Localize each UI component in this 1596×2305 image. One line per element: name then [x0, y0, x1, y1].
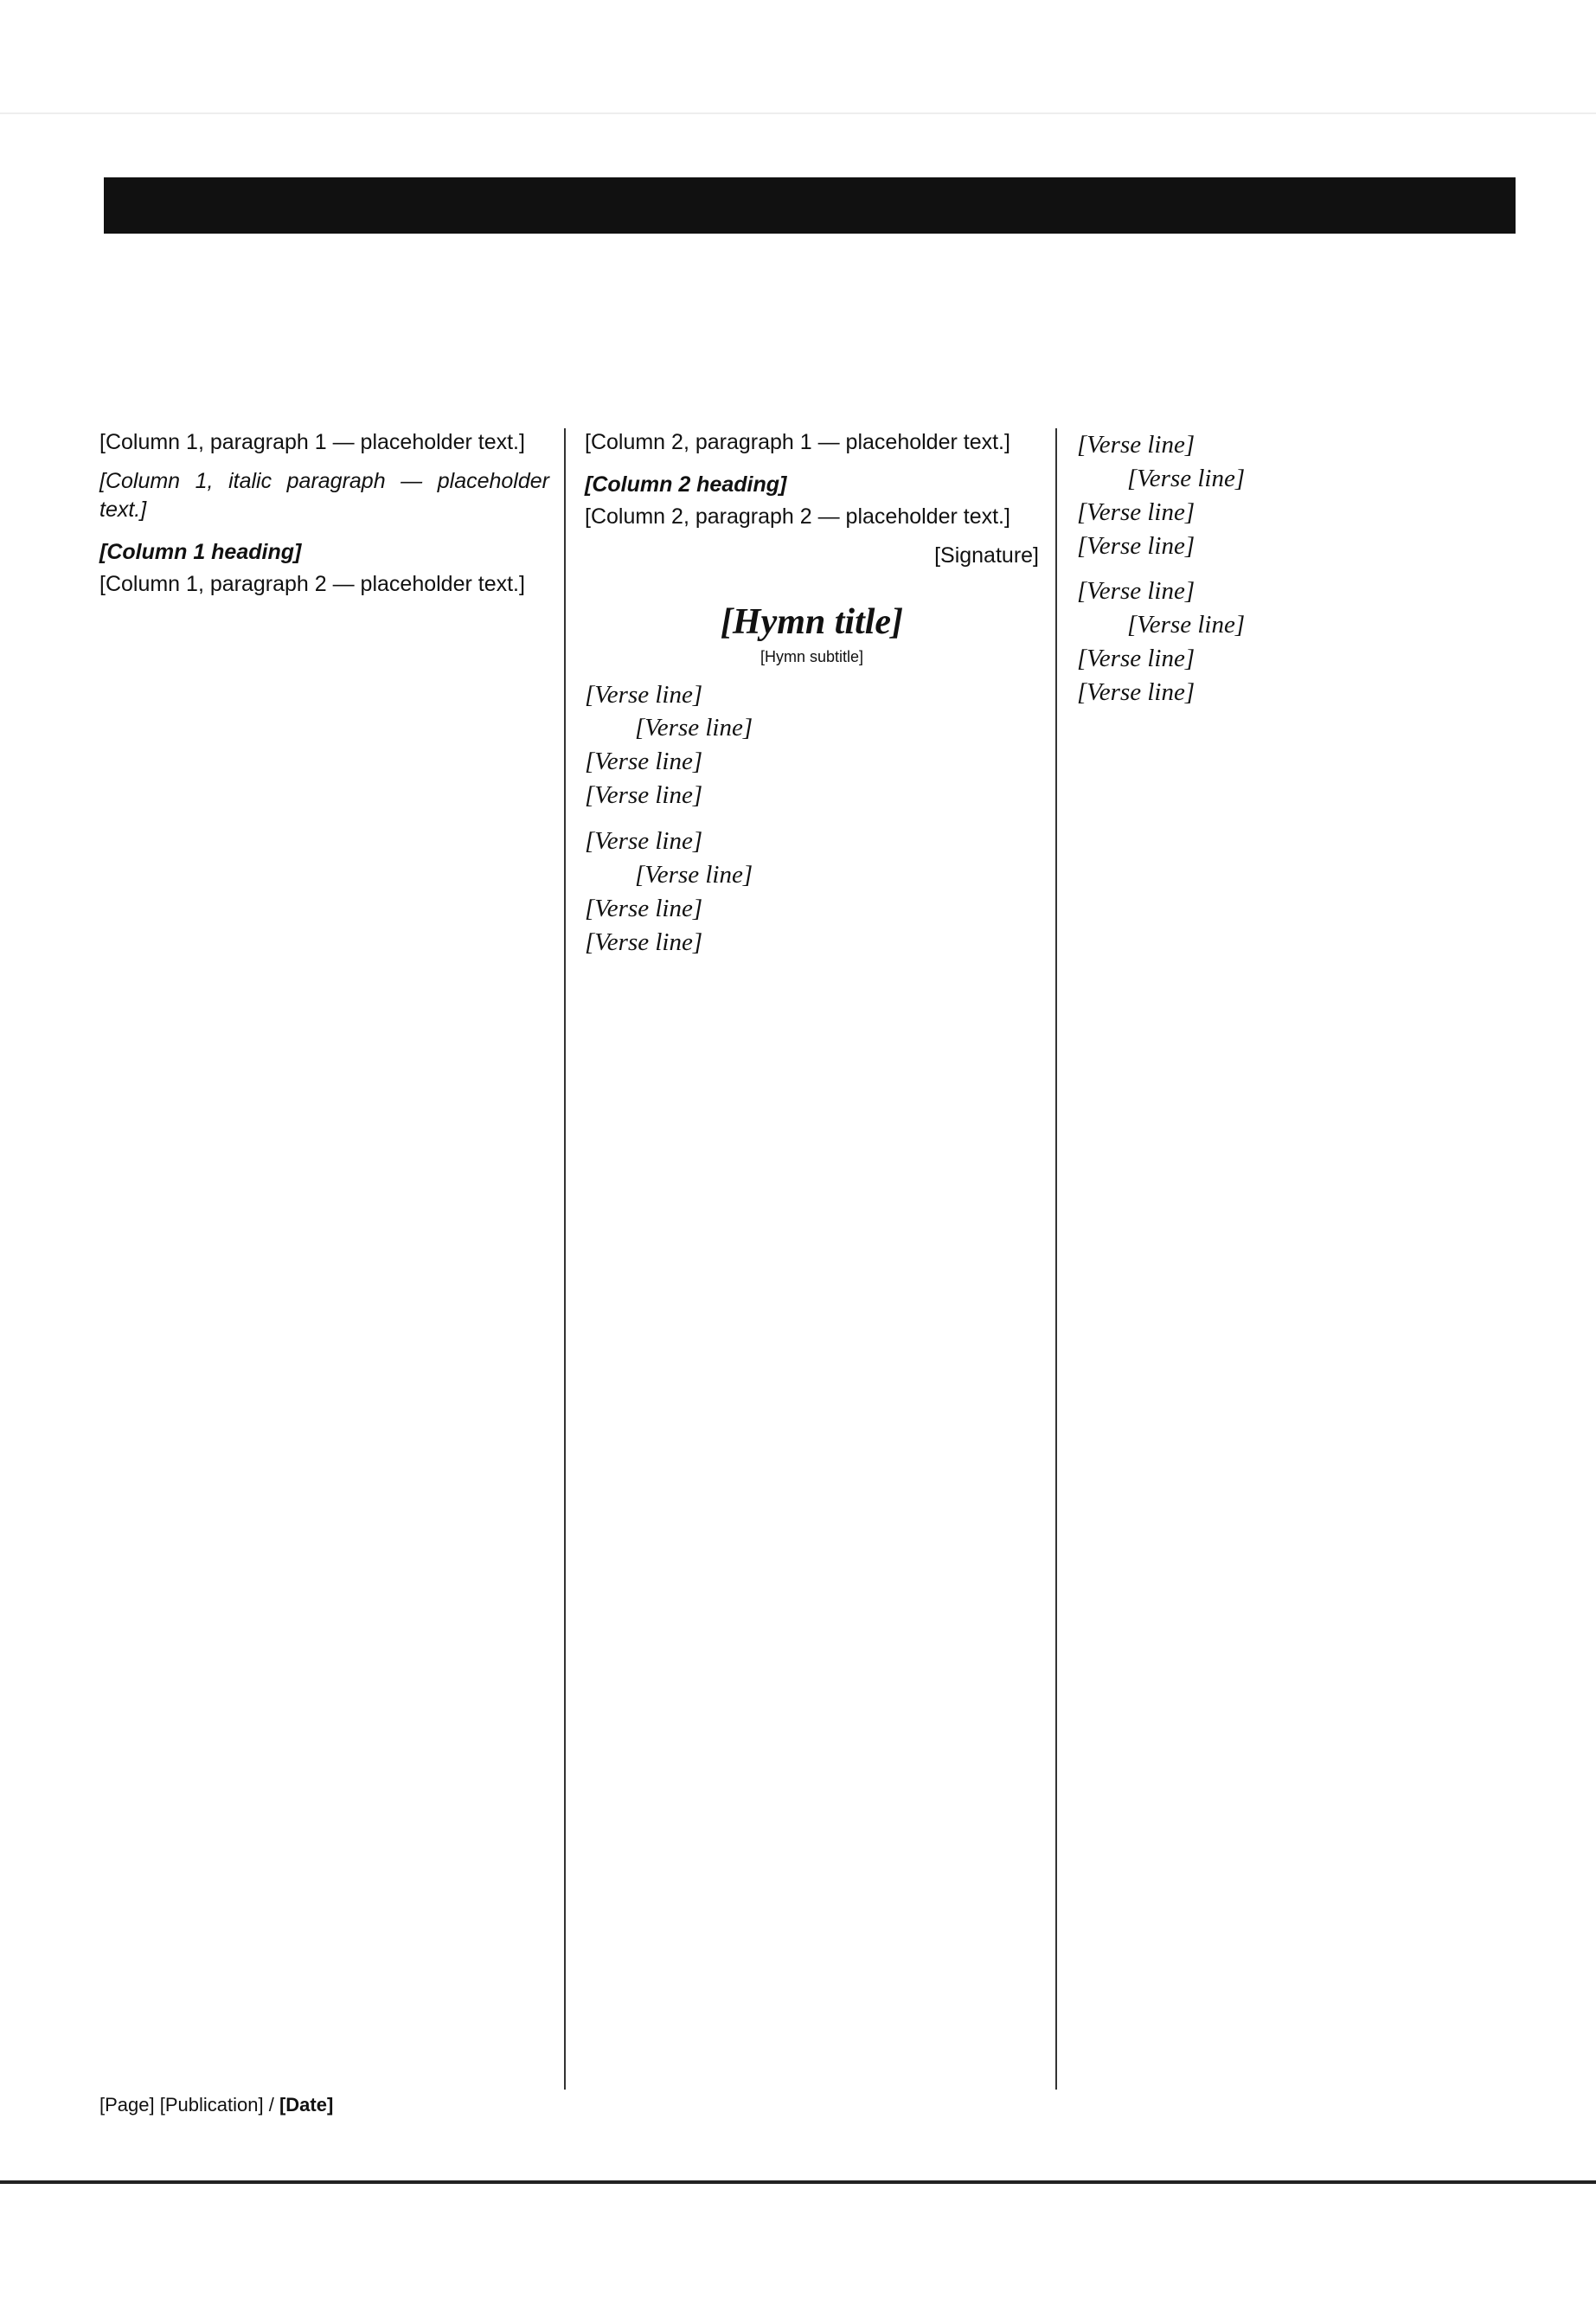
section-heading: [Column 2 heading]	[585, 472, 787, 497]
page-bottom-margin	[0, 2180, 1596, 2305]
page-number: [Page]	[99, 2094, 155, 2116]
article-paragraph: [Column 1, paragraph 1 — placeholder text.]	[99, 430, 525, 454]
hymn-line: [Verse line]	[1127, 611, 1246, 639]
hymn-line: [Verse line]	[585, 826, 703, 855]
hymn-line: [Verse line]	[585, 680, 703, 709]
author-signature: [Signature]	[934, 543, 1039, 568]
hymn-verses-middle	[585, 678, 1039, 960]
hymn-line: [Verse line]	[585, 894, 703, 922]
article-paragraph: [Column 1, italic paragraph — placeholder text.]	[99, 469, 549, 522]
hymn-line: [Verse line]	[1077, 431, 1195, 459]
hymn-verse	[1077, 575, 1527, 709]
column-divider	[564, 428, 566, 2090]
header-bar	[104, 177, 1516, 234]
hymn-line: [Verse line]	[1127, 464, 1246, 492]
hymn-line: [Verse line]	[585, 781, 703, 810]
issue-date: [Date]	[279, 2094, 334, 2116]
hymn-line: [Verse line]	[635, 860, 753, 889]
hymn-verse	[585, 825, 1039, 959]
column-middle-articles	[585, 428, 1039, 531]
hymn-line: [Verse line]	[1077, 531, 1195, 560]
page-top-margin	[0, 0, 1596, 114]
column-left	[99, 428, 549, 609]
hymn-verse	[1077, 428, 1527, 562]
hymn-line: [Verse line]	[1077, 577, 1195, 606]
column-right	[1077, 428, 1527, 722]
hymn-line: [Verse line]	[1077, 498, 1195, 526]
hymn-subtitle: [Hymn subtitle]	[760, 647, 864, 665]
hymn-line: [Verse line]	[1077, 678, 1195, 707]
publication-name: [Publication]	[159, 2094, 264, 2116]
column-middle	[585, 428, 1039, 971]
page-footer: [Page] [Publication] / [Date]	[99, 2094, 334, 2116]
article-paragraph: [Column 1, paragraph 2 — placeholder text.]	[99, 571, 525, 596]
hymn-line: [Verse line]	[585, 928, 703, 956]
article-paragraph: [Column 2, paragraph 1 — placeholder text.]	[585, 430, 1010, 454]
article-paragraph: [Column 2, paragraph 2 — placeholder text.]	[585, 504, 1010, 529]
hymn-line: [Verse line]	[1077, 645, 1195, 673]
hymn-line: [Verse line]	[585, 748, 703, 776]
section-heading: [Column 1 heading]	[99, 540, 302, 564]
column-divider	[1055, 428, 1057, 2090]
hymn-verse	[585, 678, 1039, 812]
hymn-line: [Verse line]	[635, 714, 753, 742]
hymn-title: [Hymn title]	[720, 601, 904, 642]
